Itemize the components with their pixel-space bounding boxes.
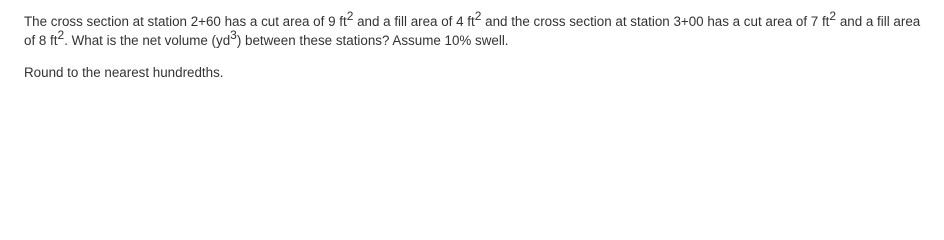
exponent: 2 xyxy=(57,27,65,42)
rounding-instruction: Round to the nearest hundredths. xyxy=(24,65,224,80)
question-text-part: ) between these stations? Assume 10% swell. xyxy=(236,33,509,48)
question-text-part: and a fill area of 8 ft xyxy=(24,14,921,48)
question-text xyxy=(24,8,924,50)
question-text-part: . What is the net volume (yd xyxy=(64,33,231,48)
exponent: 2 xyxy=(346,8,354,23)
exponent: 3 xyxy=(230,27,237,42)
exponent: 2 xyxy=(474,8,482,23)
question-card xyxy=(0,0,944,100)
exponent: 2 xyxy=(829,8,837,23)
question-text-part: and the cross section at station 3+00 has a cut area of 7 ft xyxy=(481,14,830,29)
question-text-part: and a fill area of 4 ft xyxy=(353,14,475,29)
question-text-part: The cross section at station 2+60 has a cut area of 9 ft xyxy=(24,14,347,29)
